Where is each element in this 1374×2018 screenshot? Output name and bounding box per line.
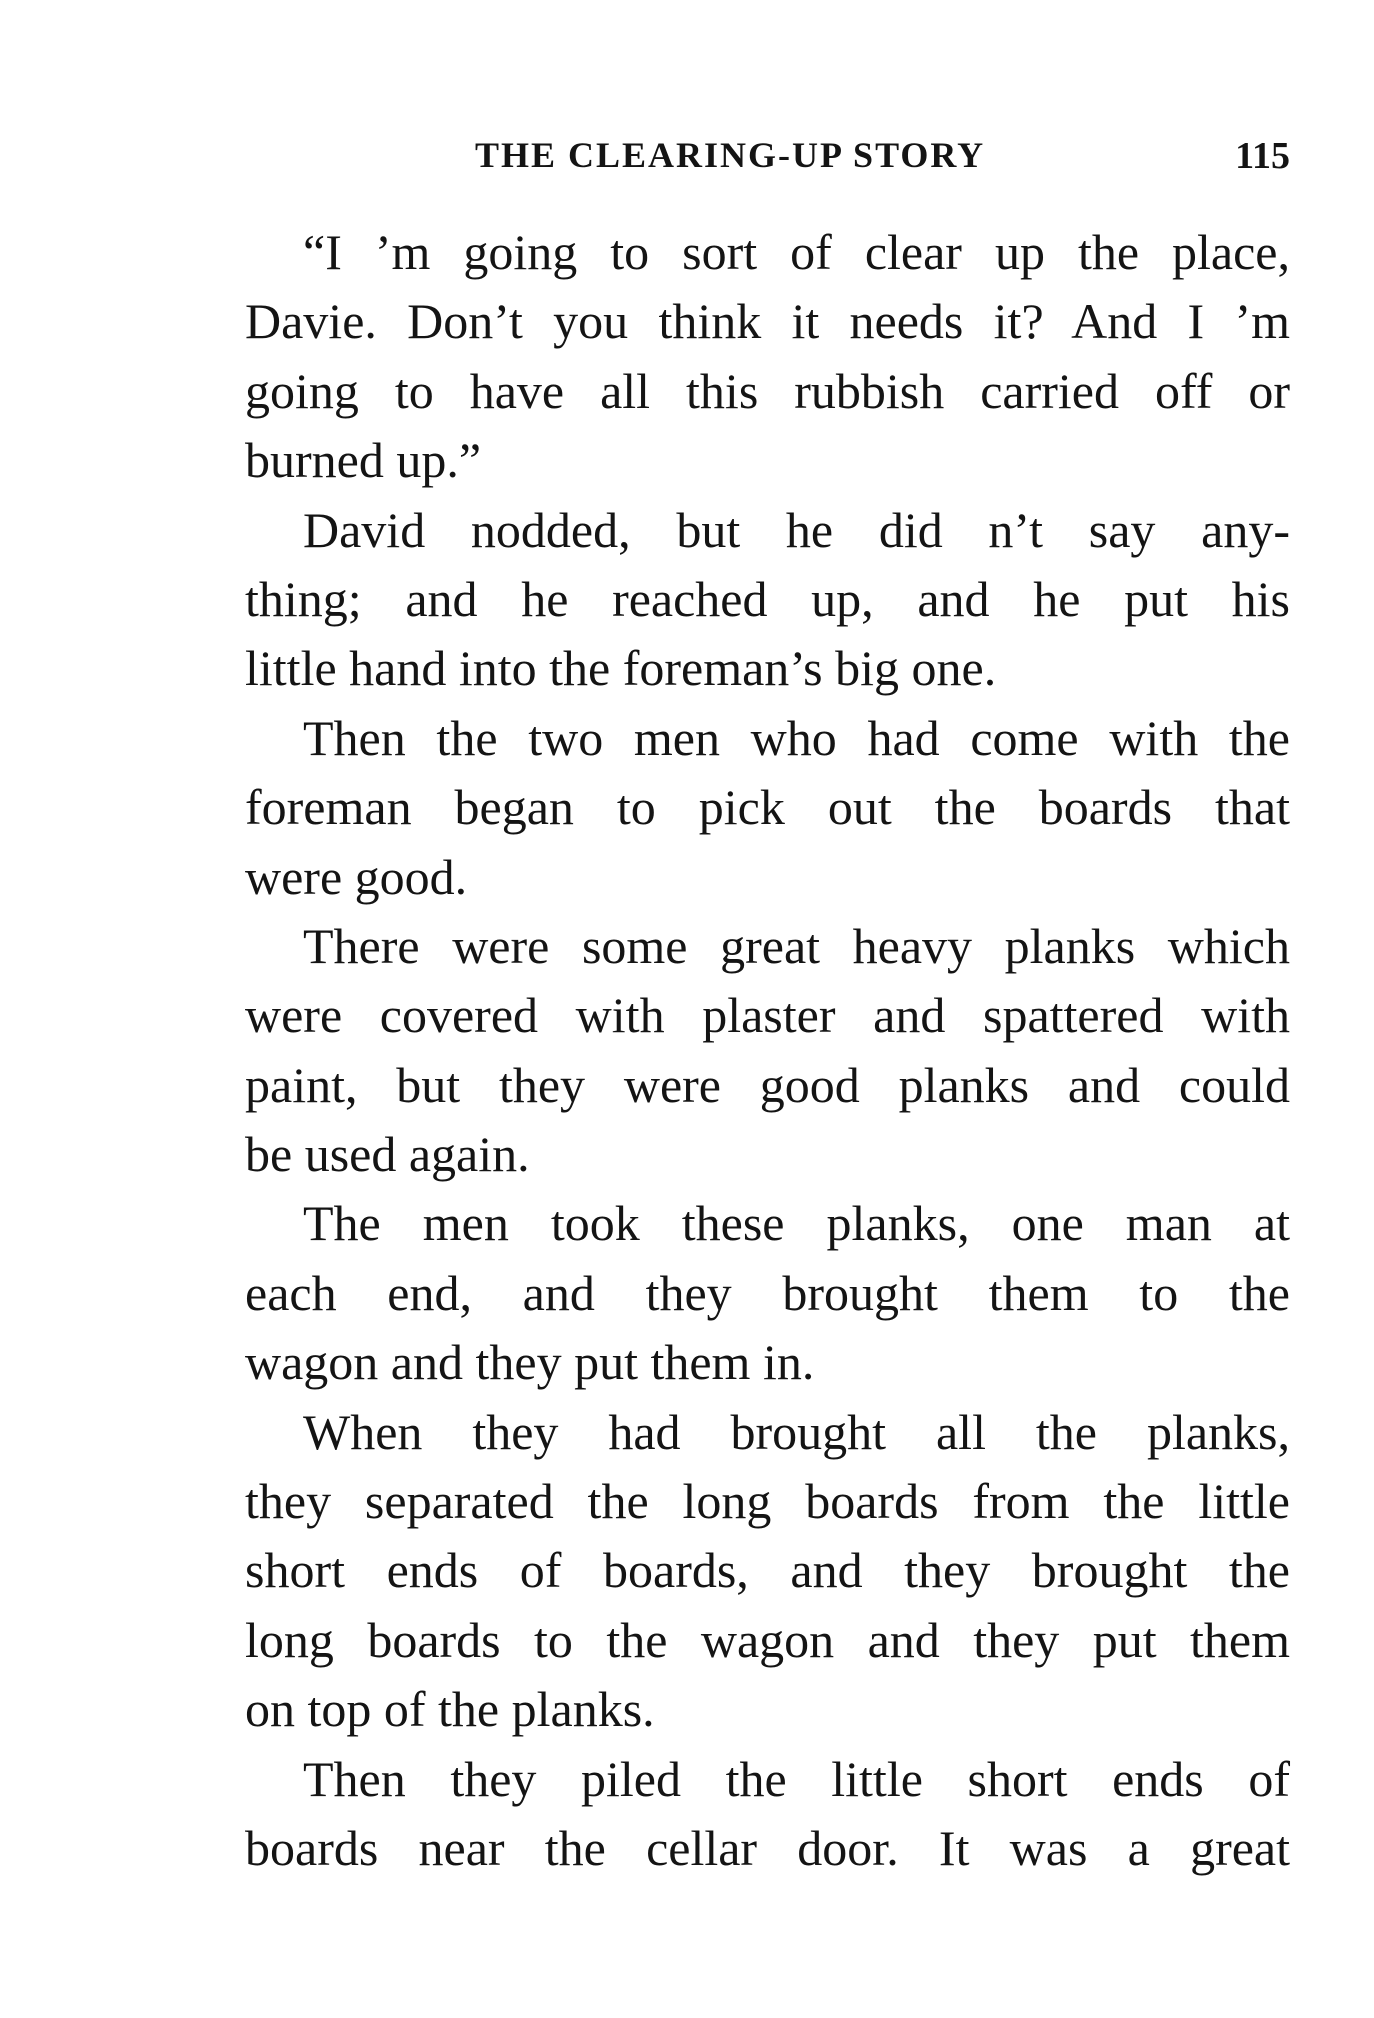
text-line: thing; and he reached up, and he put his bbox=[245, 570, 1290, 627]
running-head bbox=[245, 134, 1290, 186]
text-line: Davie. Don’t you think it needs it? And I ’m bbox=[245, 293, 1290, 350]
text-line: paint, but they were good planks and could bbox=[245, 1056, 1290, 1113]
text-line: were good. bbox=[245, 848, 468, 905]
text-line: Then the two men who had come with the bbox=[303, 709, 1290, 766]
text-line: burned up.” bbox=[245, 432, 482, 489]
text-line: Then they piled the little short ends of bbox=[303, 1750, 1290, 1807]
page-number: 115 bbox=[1235, 135, 1290, 177]
text-line: When they had brought all the planks, bbox=[303, 1403, 1290, 1460]
running-title: THE CLEARING-UP STORY bbox=[475, 135, 986, 175]
text-line: short ends of boards, and they brought the bbox=[245, 1542, 1290, 1599]
text-line: “I ’m going to sort of clear up the place, bbox=[303, 224, 1290, 280]
text-line: The men took these planks, one man at bbox=[303, 1195, 1290, 1252]
text-line: boards near the cellar door. It was a great bbox=[245, 1819, 1290, 1876]
text-line: David nodded, but he did n’t say any- bbox=[303, 501, 1290, 558]
text-line: wagon and they put them in. bbox=[245, 1334, 815, 1391]
text-line: each end, and they brought them to the bbox=[245, 1264, 1290, 1321]
text-line: be used again. bbox=[245, 1126, 530, 1183]
text-line: they separated the long boards from the little bbox=[245, 1473, 1290, 1530]
text-line: There were some great heavy planks which bbox=[303, 917, 1290, 974]
text-line: long boards to the wagon and they put them bbox=[245, 1611, 1290, 1668]
text-line: on top of the planks. bbox=[245, 1681, 655, 1738]
text-line: were covered with plaster and spattered with bbox=[245, 987, 1290, 1044]
body-text bbox=[245, 218, 1290, 1883]
text-line: little hand into the foreman’s big one. bbox=[245, 640, 997, 697]
text-line: going to have all this rubbish carried off or bbox=[245, 362, 1290, 419]
text-line: foreman began to pick out the boards that bbox=[245, 779, 1290, 836]
